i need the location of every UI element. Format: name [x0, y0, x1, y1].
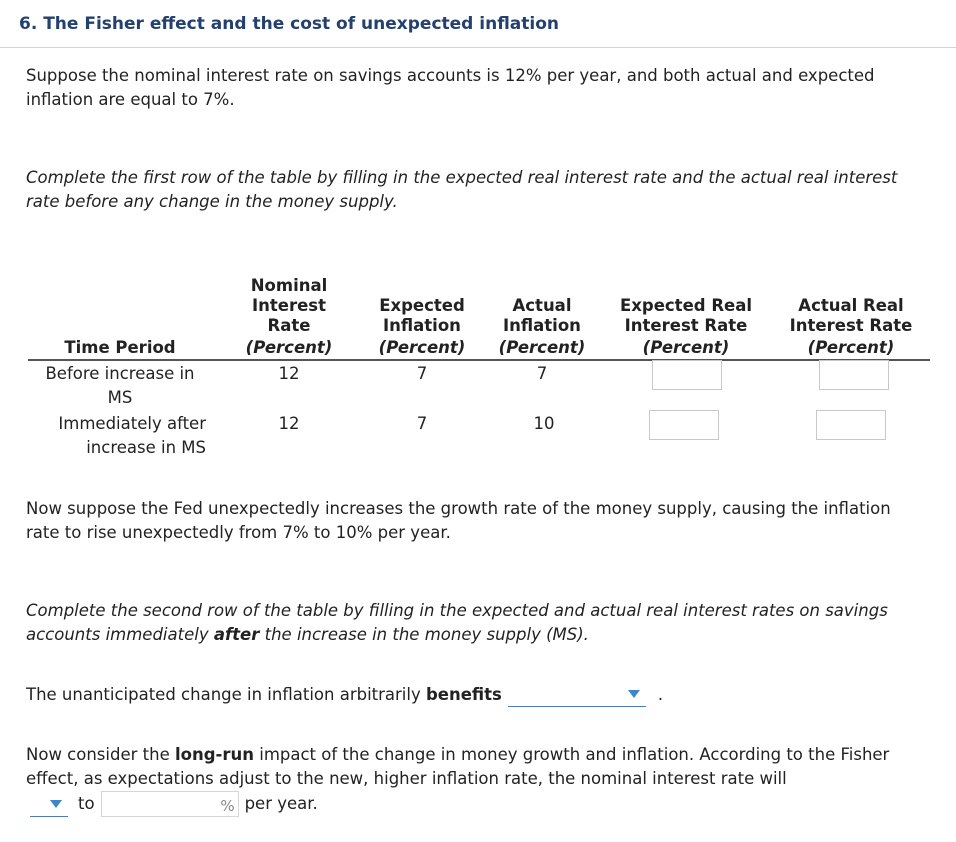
benefits-emphasis: benefits [425, 685, 502, 704]
instr2-after: the increase in the money supply (MS). [259, 625, 589, 644]
benefits-dropdown[interactable] [508, 684, 646, 707]
row1-period-l2: MS [107, 388, 133, 407]
per-year-label: per year. [244, 793, 318, 813]
header-actual-real [776, 296, 926, 358]
question-title: 6. The Fisher effect and the cost of unexpected inflation [19, 14, 560, 34]
header-actreal-l1: Actual Real [798, 296, 904, 315]
longrun-before: Now consider the [26, 745, 175, 764]
header-expected-inflation [368, 296, 476, 358]
header-expreal-l2: Interest Rate [624, 316, 748, 335]
row1-nominal: 12 [278, 364, 300, 383]
chevron-down-icon [50, 800, 62, 808]
row1-actual-inflation: 7 [536, 364, 548, 383]
instr2-before: Complete the second row of the table by filling in the expected and actual real interest rates on savings accounts immediately [26, 601, 888, 644]
instruction-row1: Complete the first row of the table by filling in the expected real interest rate and the actual real interest rate before any change in the money supply. [26, 168, 898, 211]
longrun-after: impact of the change in money growth and inflation. According to the Fisher effect, as expectations adjust to the new, higher inflation rate, the nominal interest rate will [26, 745, 890, 788]
to-label: to [78, 793, 95, 813]
row2-expected-real-input[interactable] [649, 410, 719, 440]
row2-actual-real-input[interactable] [816, 410, 886, 440]
header-nominal [234, 276, 344, 358]
header-expreal-unit: (Percent) [642, 338, 730, 357]
benefits-end: . [657, 685, 664, 704]
instr2-emphasis: after [213, 625, 260, 644]
table-row [44, 412, 206, 460]
chevron-down-icon [628, 690, 640, 698]
header-actual-inflation [488, 296, 596, 358]
table-row [30, 362, 210, 410]
title-divider [0, 47, 956, 48]
benefits-sentence [26, 683, 926, 707]
instruction-row2 [26, 599, 926, 647]
benefits-before: The unanticipated change in inflation arbitrarily [26, 685, 426, 704]
row2-period-l1: Immediately after [58, 414, 206, 433]
row1-period-l1: Before increase in [45, 364, 195, 383]
row1-actual-real-input[interactable] [819, 360, 889, 390]
direction-dropdown[interactable] [30, 794, 68, 817]
percent-sign: % [220, 797, 235, 815]
longrun-emphasis: long-run [174, 745, 254, 764]
intro-paragraph: Suppose the nominal interest rate on savings accounts is 12% per year, and both actual and expected inflation are equal to 7%. [26, 66, 875, 109]
nominal-rate-input[interactable] [101, 791, 239, 817]
header-actreal-l2: Interest Rate [789, 316, 913, 335]
header-nominal-l1: Nominal [250, 276, 328, 295]
row2-period-l2: increase in MS [86, 438, 206, 457]
header-expinf-unit: (Percent) [378, 338, 466, 357]
long-run-paragraph [26, 743, 936, 817]
table-header-rule [28, 359, 930, 361]
fed-paragraph: Now suppose the Fed unexpectedly increases the growth rate of the money supply, causing the inflation rate to rise unexpectedly from 7% to 10% per year. [26, 499, 891, 542]
header-actinf-unit: (Percent) [498, 338, 586, 357]
header-time-period: Time Period [64, 338, 176, 357]
header-nominal-l3: Rate [267, 316, 311, 335]
header-expinf-l2: Inflation [383, 316, 461, 335]
header-actinf-l2: Inflation [503, 316, 581, 335]
row2-nominal: 12 [278, 414, 300, 433]
header-expected-real [606, 296, 766, 358]
row1-expected-inflation: 7 [416, 364, 428, 383]
header-expreal-l1: Expected Real [619, 296, 753, 315]
row1-expected-real-input[interactable] [652, 360, 722, 390]
row2-expected-inflation: 7 [416, 414, 428, 433]
header-nominal-unit: (Percent) [245, 338, 333, 357]
header-expinf-l1: Expected [379, 296, 465, 315]
header-actinf-l1: Actual [512, 296, 572, 315]
header-actreal-unit: (Percent) [807, 338, 895, 357]
rates-table [0, 270, 956, 470]
header-nominal-l2: Interest [251, 296, 326, 315]
row2-actual-inflation: 10 [533, 414, 555, 433]
